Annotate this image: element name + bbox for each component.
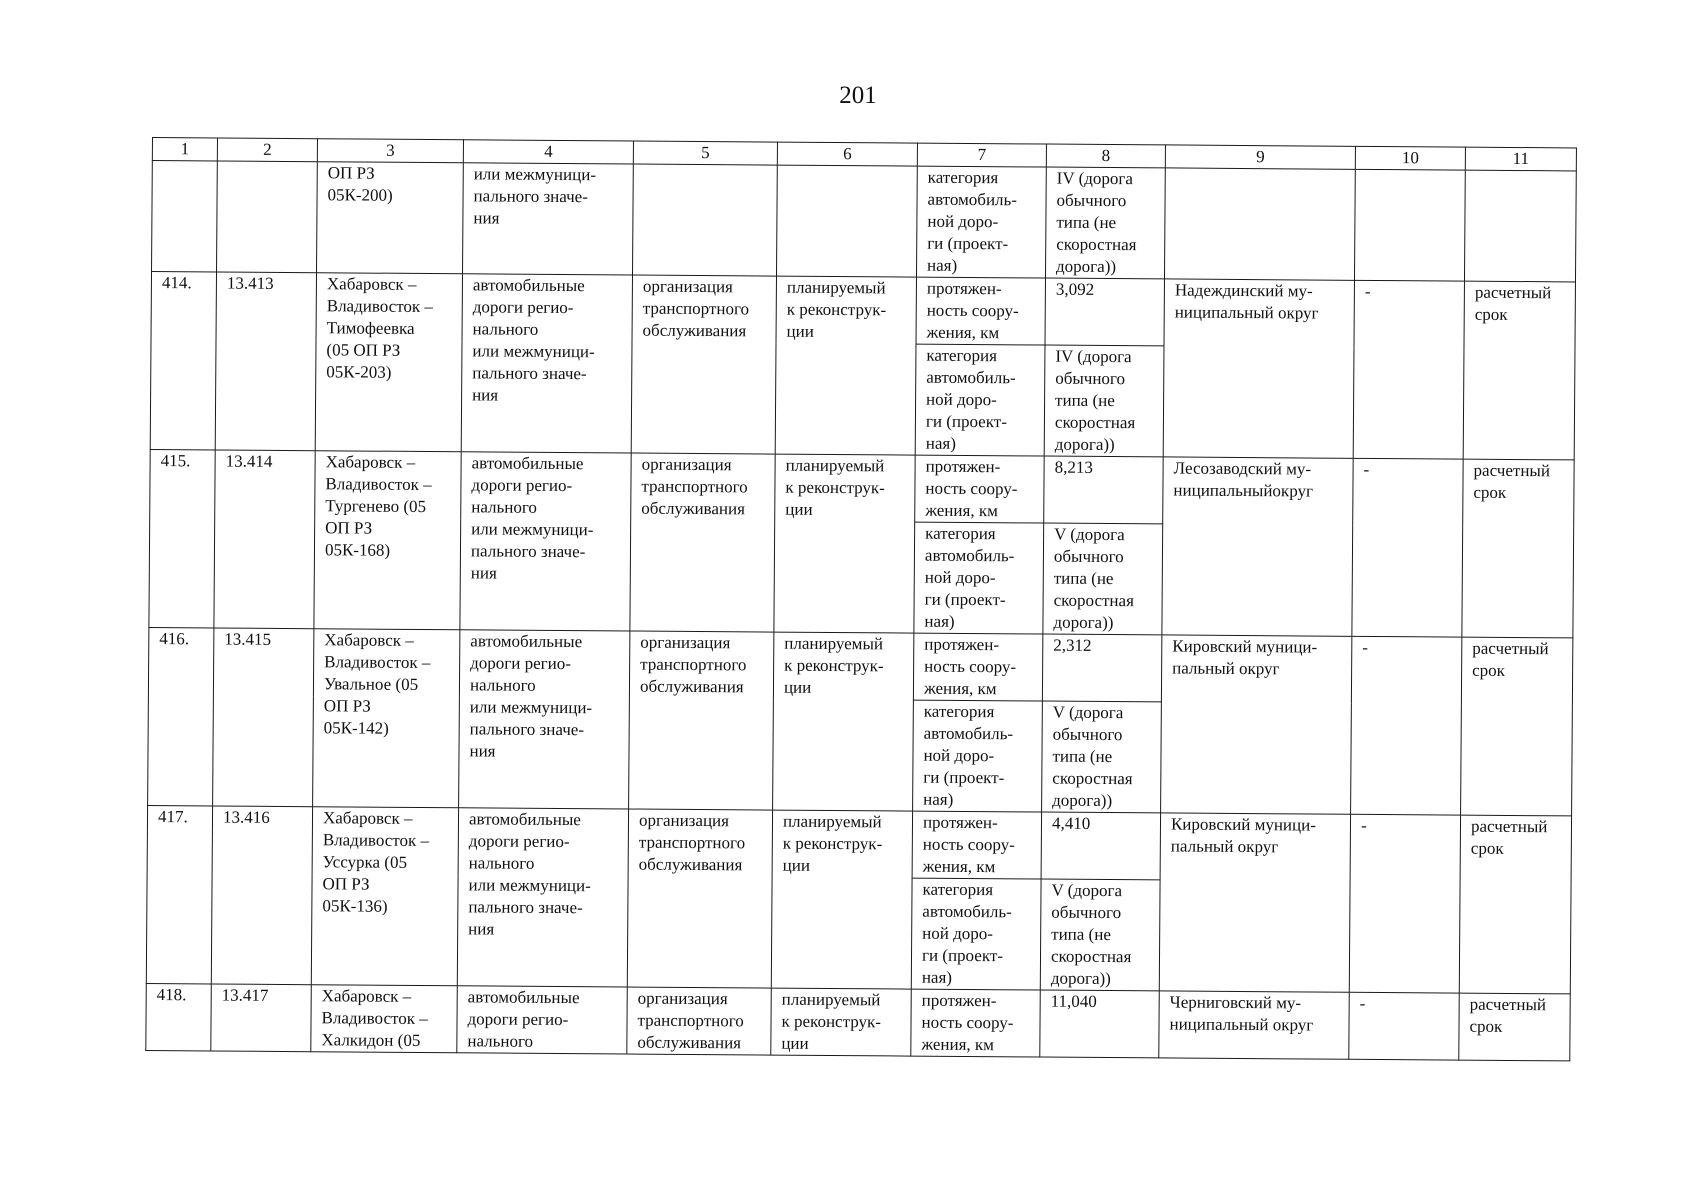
- table-row: [147, 805, 1571, 882]
- cell-num: 415.: [149, 449, 215, 627]
- column-header: 2: [217, 138, 317, 162]
- column-header: 9: [1165, 145, 1355, 169]
- cell-value: V (дорога обычного типа (не скоростная дорога)): [1043, 523, 1163, 635]
- column-header: 11: [1465, 147, 1576, 171]
- column-header: 1: [152, 138, 217, 161]
- objects-table: [145, 137, 1577, 1061]
- table-row: [146, 983, 1570, 1060]
- cell-code: 13.415: [213, 628, 314, 807]
- cell-param: категория автомобиль- ной доро- ги (проект- ная): [914, 522, 1044, 634]
- cell-param: категория автомобиль- ной доро- ги (проект- ная): [913, 700, 1043, 812]
- cell-value: 11,040: [1040, 990, 1159, 1058]
- cell-param: протяжен- ность соору- жения, км: [913, 633, 1042, 701]
- cell-param: протяжен- ность соору- жения, км: [912, 811, 1041, 879]
- cell-col10: -: [1351, 636, 1462, 815]
- cell-term: расчетный срок: [1459, 815, 1571, 994]
- continuation-row: [152, 161, 1577, 282]
- table-row: [150, 449, 1574, 526]
- cell-type: автомобильные дороги регио- нального или межмуници- пального значе- ния: [460, 452, 631, 631]
- table-row: [148, 627, 1572, 704]
- column-header: 6: [777, 142, 917, 166]
- cell-purpose: организация транспортного обслуживания: [631, 275, 776, 454]
- cell-location: [1164, 168, 1355, 280]
- cell-value: V (дорога обычного типа (не скоростная дорога)): [1040, 879, 1160, 991]
- table-row: [151, 272, 1575, 349]
- cell-param: протяжен- ность соору- жения, км: [916, 277, 1045, 345]
- column-header: 7: [917, 143, 1046, 167]
- cell-value: 2,312: [1042, 634, 1161, 702]
- cell-value: IV (дорога обычного типа (не скоростная дорога)): [1045, 167, 1165, 279]
- cell-param: категория автомобиль- ной доро- ги (проект- ная): [916, 166, 1046, 278]
- cell-num: 416.: [148, 627, 214, 805]
- cell-status: планируемый к реконструк- ции: [774, 454, 915, 633]
- cell-param: категория автомобиль- ной доро- ги (проект- ная): [911, 878, 1041, 990]
- cell-code: 13.413: [215, 272, 316, 451]
- cell-term: [1464, 170, 1576, 282]
- cell-term: расчетный срок: [1462, 459, 1574, 638]
- cell-value: IV (дорога обычного типа (не скоростная дорога)): [1044, 345, 1164, 457]
- column-header: 5: [633, 141, 777, 165]
- cell-name: Хабаровск – Владивосток – Тимофеевка (05 ОП РЗ 05К-203): [315, 273, 462, 452]
- cell-name: Хабаровск – Владивосток – Халкидон (05: [311, 985, 457, 1053]
- cell-type: автомобильные дороги регио- нального или межмуници- пального значе- ния: [459, 630, 630, 809]
- cell-term: расчетный срок: [1461, 637, 1573, 816]
- cell-col10: -: [1353, 280, 1464, 459]
- cell-location: Черниговский му- ниципальный округ: [1159, 991, 1349, 1059]
- cell-status: планируемый к реконструк- ции: [775, 276, 916, 455]
- cell-value: 4,410: [1041, 812, 1160, 880]
- cell-type: или межмуници- пального значе- ния: [463, 163, 634, 275]
- column-header: 3: [317, 139, 463, 163]
- cell-value: 8,213: [1044, 456, 1163, 524]
- cell-name: Хабаровск – Владивосток – Тургенево (05 ОП РЗ 05К-168): [314, 451, 461, 630]
- cell-value: 3,092: [1045, 278, 1164, 346]
- cell-location: Лесозаводский му- ниципальныйокруг: [1162, 457, 1353, 636]
- cell-num: 414.: [150, 272, 216, 450]
- cell-name: Хабаровск – Владивосток – Уссурка (05 ОП РЗ 05К-136): [311, 807, 458, 986]
- cell-name: Хабаровск – Владивосток – Увальное (05 ОП РЗ 05К-142): [313, 629, 460, 808]
- cell-purpose: организация транспортного обслуживания: [630, 453, 775, 632]
- page-number: 201: [839, 82, 877, 109]
- cell-status: [776, 165, 917, 277]
- cell-term: расчетный срок: [1463, 281, 1575, 460]
- cell-type: автомобильные дороги регио- нального или межмуници- пального значе- ния: [457, 808, 628, 987]
- cell-status: планируемый к реконструк- ции: [771, 810, 912, 989]
- cell-col10: -: [1352, 458, 1463, 637]
- cell-param: протяжен- ность соору- жения, км: [915, 455, 1044, 523]
- cell-num: [152, 161, 218, 272]
- column-header: 8: [1046, 144, 1165, 168]
- cell-purpose: организация транспортного обслуживания: [627, 987, 771, 1055]
- cell-code: 13.414: [214, 450, 315, 629]
- cell-code: [217, 161, 318, 273]
- cell-location: Кировский муници- пальный округ: [1159, 813, 1350, 992]
- cell-type: автомобильные дороги регио- нального: [457, 986, 627, 1054]
- cell-location: Кировский муници- пальный округ: [1161, 635, 1352, 814]
- cell-type: автомобильные дороги регио- нального или межмуници- пального значе- ния: [461, 274, 632, 453]
- cell-num: 418.: [146, 983, 211, 1050]
- cell-code: 13.416: [211, 806, 312, 985]
- column-header: 4: [463, 140, 633, 164]
- cell-num: 417.: [146, 805, 212, 983]
- cell-value: V (дорога обычного типа (не скоростная дорога)): [1042, 701, 1162, 813]
- cell-status: планируемый к реконструк- ции: [773, 632, 914, 811]
- cell-purpose: организация транспортного обслуживания: [627, 809, 772, 988]
- cell-purpose: организация транспортного обслуживания: [629, 631, 774, 810]
- cell-name: ОП РЗ 05К-200): [317, 162, 464, 274]
- cell-col10: -: [1349, 992, 1459, 1060]
- column-header: 10: [1355, 146, 1465, 170]
- cell-col10: [1354, 169, 1465, 281]
- cell-location: Надеждинский му- ниципальный округ: [1163, 279, 1354, 458]
- cell-term: расчетный срок: [1459, 993, 1570, 1061]
- cell-param: протяжен- ность соору- жения, км: [911, 989, 1040, 1057]
- cell-status: планируемый к реконструк- ции: [771, 988, 911, 1056]
- cell-col10: -: [1349, 814, 1460, 993]
- cell-code: 13.417: [211, 984, 311, 1052]
- cell-purpose: [633, 164, 778, 276]
- cell-param: категория автомобиль- ной доро- ги (проект- ная): [915, 344, 1045, 456]
